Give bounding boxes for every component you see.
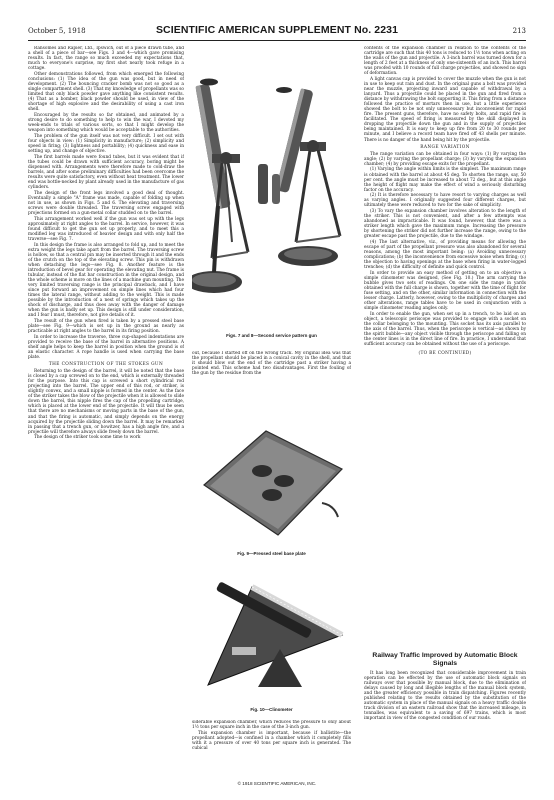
paragraph: In order to increase the traverse, three cup-shaped indentations are provided to receive the base of the barrel in alternative positions. A shelf angle helps to keep the barrel in position when the ground is of an elastic character. A rope handle is used when carrying the base plate. <box>28 334 184 360</box>
paragraph: contents of the expansion chamber in relation to the contents of the cartridge are such that this 40 tons is reduced to 1½ tons when acting on the walls of the gun and projectile. A 3-inch barrel was turned down for a length of 2 feet at a thickness of only one-sixteenth of an inch. This barrel was proofed with 10 rounds of full charge projectiles, and showed no sign of deformation. <box>364 46 526 77</box>
column-middle-body-text <box>192 351 351 421</box>
paragraph: The design of the striker took some time to work <box>34 435 141 441</box>
column-right <box>364 46 526 566</box>
figure-caption: Figs. 7 and 8—Second service pattern gun <box>226 333 317 338</box>
paragraph: Encouraged by the results so far obtained, and animated by a strong desire to do something to help to win the war, I devoted my week-ends to trials of various sorts, so that I might develop the weapon into something which would be acceptable to the authorities. <box>28 112 184 134</box>
paragraph: siderable expansion chamber, which reduces the pressure to only about 1½ tons per square inch in the case of the 3-inch gun. <box>192 720 351 731</box>
paragraph: (3) To vary the expansion chamber involves alteration to the length of the striker. This is not convenient, and after a few attempts was abandoned as impracticable. It was found, however, that there was a striker length which gave the maximum range. Increasing the pressure by shortening the striker did not further increase the range, owing to the greater escape past the projectile, due to the windage. <box>364 209 526 240</box>
paragraph: Other demonstrations followed, from which emerged the following conclusions: (1) The idea of the gun was good, but in need of development. (2) The bouncing cracker bomb was not so good as a single compartment shell. (3) That my knowledge of propellants was so limited that only black powder gave anything like consistent results. (4) That as a bomber, black powder should be used, in view of the shortage of high explosive and the desirability of using a cast iron shell. <box>28 71 184 113</box>
figure-clinometer <box>192 565 351 705</box>
page-header <box>28 24 526 38</box>
paragraph: The problem of the gun itself was not very difficult. I set out with four objects in view: (1) Simplicity in manufacture; (2) simplicity and speed in firing; (3) lightness and portability; (4) quickness and ease in setting up, and change of objective. <box>28 133 184 154</box>
figure-base-plate <box>192 423 351 548</box>
paragraph: A light canvas cap is provided to cover the muzzle when the gun is not in use to keep out rain and dust. In the original guns a bolt was provided near the muzzle, projecting inward and capable of withdrawal by a lanyard. Thus a projectile could be placed in the gun and fired from a distance by withdrawing the bolt supporting it. This firing from a distance followed the practice of mortars then in use, but a little experience showed the bolt to be not only unnecessary but inconvenient for rapid fire. The present guns, therefore, have no safety bolts, and rapid fire is facilitated. The speed of firing is measured by the skill displayed in dropping the projectile down the gun and in the supply of projectiles being maintained. It is easy to keep up fire from 20 to 30 rounds per minute, and I believe a record team have fired off 43 shells per minute. There is no danger of the hand being hit by the projectile. <box>364 76 526 143</box>
paragraph: The design of the front legs involved a good deal of thought. Eventually a simple "A" frame was made, capable of folding up when not in use, as shown in Figs. 5 and 6. The elevating and traversing screws were double threaded. The traversing screw engaged with projections formed on a gun-metal collar studded on to the barrel. <box>28 190 184 216</box>
column-left <box>28 46 184 751</box>
figure-mortar-gun <box>192 46 351 329</box>
paragraph: (2) It is therefore necessary to have resort to varying charges as well as varying angles. I originally suggested four different charges, but ultimately these were reduced to two for the sake of simplicity. <box>364 193 526 209</box>
section-subhead: THE CONSTRUCTION OF THE STOKES GUN <box>48 362 164 368</box>
figure-caption: Fig. 9—Pressed steel base plate <box>237 551 306 556</box>
issue-date: October 5, 1918 <box>28 27 86 35</box>
paragraph: out, because I started off on the wrong track. My original idea was that the propellant should be placed in a conical cavity in the shell, and that it should blow out the end of the cartridge past a striker having a pointed end. This scheme had two disadvantages. First the fouling of the gun by the residue from the <box>192 351 351 377</box>
article-title: Railway Traffic Improved by Automatic Block Signals <box>372 652 518 667</box>
paragraph: The first barrels made were found tubes, but it was evident that if the tubes could be drawn with sufficient accuracy, boring might be dispensed with. Arrangements were therefore made to cold-draw the barrels, and after some preliminary difficulties had been overcome the results were quite satisfactory, even without heat treatment. The lower end was bottle-necked by plant already used in the manufacture of gas cylinders. <box>28 154 184 191</box>
paragraph: (1) Varying the angle within limits is the simplest. The maximum range is obtained with the barrel at about 45 deg. To shorten the range, say, 50 per cent. the angle must be increased to about 72 deg., but at this angle the height of flight may make the effect of wind a seriously disturbing factor on the accuracy. <box>364 167 526 193</box>
publication-title: SCIENTIFIC AMERICAN SUPPLEMENT No. 2231 <box>155 24 399 36</box>
paragraph: The range variation can be obtained in four ways: (1) By varying the angle; (2) by varying the propellant charge; (3) by varying the expansion chamber; (4) by providing escape exits for the propellant. <box>364 151 526 167</box>
column-middle-bottom <box>192 720 351 754</box>
section-subhead: RANGE VARIATION <box>420 144 470 150</box>
paragraph: This expansion chamber is important, because if ballistite—the propellant adopted—is confined in a chamber which it completely fills with it a pressure of over 40 tons per square inch is generated. The cubical <box>192 730 351 751</box>
column-right-article <box>364 650 526 750</box>
paragraph: Returning to the design of the barrel, it will be noted that the base is closed by a cap screwed on to the end, which is externally threaded for the purpose. Into this cap is screwed a short cylindrical rod projecting into the barrel. The upper end of this rod, or striker, is slightly convex, and a small nipple is formed in the center. As the face of the striker takes the blow of the projectile when it is allowed to slide down the barrel, this nipple fires the cap of the propelling cartridge, which is placed at the lower end of the projectile. It will thus be seen that there are no mechanisms or moving parts in the base of the gun, and that the firing is automatic, and simply depends on the energy acquired by the projectile sliding down the barrel. It may be remarked in passing that a trench gun, or howitzer, has a high angle fire, and a projectile will therefore always slide freely down the barrel. <box>28 369 184 435</box>
header-rule <box>28 40 526 41</box>
paragraph: The result of the gun when fired is taken by a pressed steel base plate—see Fig. 9—which is set up in the ground as nearly as practicable at right angles to the barrel in its firing position. <box>28 318 184 335</box>
paragraph: In this design the frame is also arranged to fold up, and to meet the extra weight the legs take apart from the barrel. The traversing screw is hollow, so that a central pin may be inserted through it and the ends of the crutch on the top of the elevating screw. This pin is withdrawn when detaching the legs—see Fig. 8. Another feature is the introduction of bevel gear for operating the elevating nut. The frame is tubular, instead of the flat bar construction in the original design, and the whole scheme is more on the lines of a machine gun mounting. The very limited traversing range is the principal drawback, and I have since put forward an improvement on simple lines which had four times the lateral range, without adding to the weight. This is made possible by the introduction of a nest of springs which takes up the shock of discharge, and thus does away with the danger of damage when the gun is badly set up. This design is still under consideration, and I fear I must, therefore, not give details of it. <box>28 242 184 319</box>
paragraph: It has long been recognized that considerable improvement in train operation can be effected by the use of automatic block signals on railways over that possible by manual block, due to the elimination of delays caused by long and illegible lengths of the manual block system, and the greater efficiency possible in train dispatching. Figures recently published relating to the results obtained by the substitution of the automatic system in place of the manual signals on a heavy traffic double track division of an eastern railroad show that the increased mileage, in tonnalles, was equivalent to a saving of 697 trains, which is most important in view of the congested condition of our roads. <box>364 671 526 722</box>
figure-caption: Fig. 10—Clinometer <box>250 707 293 712</box>
copyright-footer: © 1918 SCIENTIFIC AMERICAN, INC. <box>237 781 317 786</box>
paragraph: This arrangement worked well if the gun was set up with the legs approximately at right angles to the barrel. In service, however, it was found difficult to get the gun set up properly, and to meet this a modified leg was introduced of heavier design and with only half the traverse—see Fig. 7. <box>28 216 184 242</box>
continued-note: (TO BE CONTINUED) <box>418 350 472 356</box>
paragraph: In order to provide an easy method of getting on to an objective a simple clinometer was designed, (See Fig. 10.) The arm carrying the bubble gives two sets of readings. On one side the range in yards obtained with the full charge is shown, together with the time of flight for fuse setting, and on the other, similar information in connection with the lesser charge. Latterly, however, owing to the multiplicity of charges and other alterations, range tables have to be used in conjunction with a simple clinometer reading angles only. <box>364 271 526 312</box>
page-number: 213 <box>512 27 526 35</box>
paragraph: Ransomes and Rapier, Ltd., Ipswich, out of a piece drawn tube, and a shell of a piece of bar—see Figs. 3 and 4—which gave promising results. In fact, the range so much exceeded my expectations that, much to everyone's surprise, my first shot nearly took refuge in a cottage. <box>28 46 184 72</box>
paragraph: (4) The last alternative, viz., of providing means for allowing the escape of part of the propellant pressure was also abandoned for several reasons, among the most important being: (a) Avoiding unnecessary complications; (b) the inconvenience from excessive noise when firing; (c) the objection to having openings at the base when firing in water-logged trenches; (d) the difficulty of definite and quick control. <box>364 240 526 271</box>
paragraph: In order to enable the gun, when set up in a trench, to be laid on an object, a telescopic periscope was provided to engage with a socket on the collar belonging to the mounting. This socket has its axis parallel to the axis of the barrel. Thus, when the periscope is vertical—as shown by the spirit bubble—any object visible through the periscope and falling on the center lines is in the direct line of fire. In practice, I understand that sufficient accuracy can be obtained without the use of a periscope. <box>364 312 526 348</box>
